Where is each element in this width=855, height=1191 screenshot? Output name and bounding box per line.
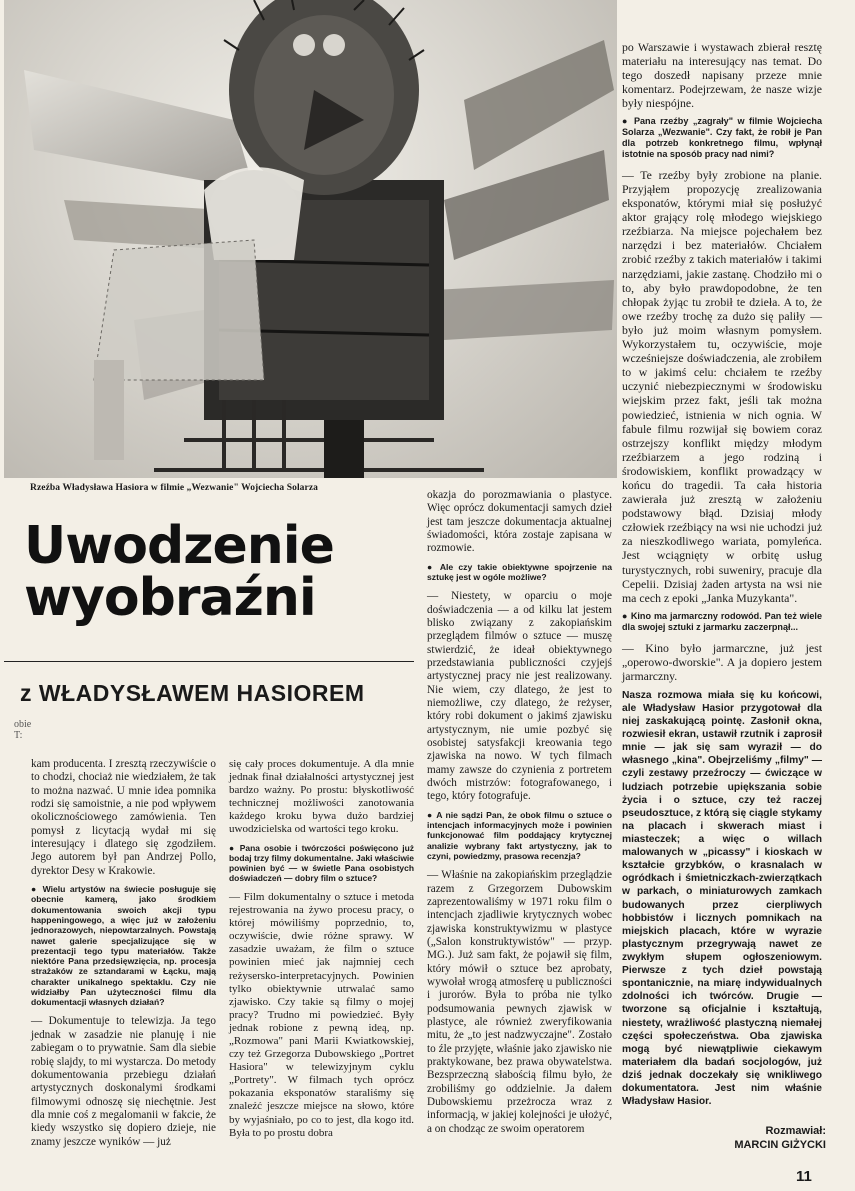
paragraph: kam producenta. I zresztą rzeczywiście o to chodzi, chociaż nie wiedziałem, że tak to można nazwać. U mnie idea pomnika rodzi się samoistnie, a nie pod wpływem okolicznościowego zamówienia. Ten pomysł z licytacją wydał mi się interesujący i dlatego się zgodziłem. Jego autorem był pan Andrzej Pollo, dyrektor Desy w Krakowie. (31, 758, 216, 877)
byline (636, 1124, 826, 1152)
byline-label: Rozmawiał: (765, 1125, 826, 1137)
article-subtitle: z WŁADYSŁAWEM HASIOREM (20, 680, 365, 706)
title-rule (4, 661, 414, 662)
sculpture-photo (4, 0, 617, 478)
paragraph: po Warszawie i wystawach zbierał resztę materiału na interesujący nas temat. Do tego doszedł napisany przeze mnie komentarz. Podejrzewam, że nasze wizje były niespójne. (622, 40, 822, 111)
interview-question: ● Kino ma jarmarczny rodowód. Pan też wiele dla swojej sztuki z jarmarku zaczerpnął... (622, 611, 822, 633)
library-stamp: obie T: (14, 719, 32, 741)
interview-question: ● Ale czy takie obiektywne spojrzenie na sztukę jest w ogóle możliwe? (427, 562, 612, 583)
interview-question: ● Wielu artystów na świecie posługuje się obecnie kamerą, jako środkiem dokumentowania swoich akcji typu happeningowego, a więc już w założeniu jednorazowych, niepowtarzalnych. Powstają nawet galerie specjalizujące się w prezentacji tego typu materiałów. Także niektóre Pana przedsięwzięcia, np. procesja strażaków ze sztandarami w Łącku, mają charakter unikalnego spektaklu. Czy nie widziałby Pan użyteczności filmu dla dokumentacji własnych działań? (31, 884, 216, 1007)
paragraph: się cały proces dokumentuje. A dla mnie jednak finał działalności artystycznej jest bardzo ważny. Po prostu: błyskotliwość technicznej możliwości zanotowania każdego kroku bywa dużo bardziej uwodzicielska od wartości tego kroku. (229, 758, 414, 836)
sculpture-illustration (4, 0, 617, 478)
page-number: 11 (796, 1168, 812, 1185)
paragraph: — Te rzeźby były zrobione na planie. Przyjąłem propozycję zrealizowania eksponatów, którymi miał się posłużyć aktor grający rolę młodego wiejskiego rzeźbiarza. Na miejsce pojechałem bez narzędzi i bez materiałów. Chciałem zrobić rzeźby z takich materiałów i takimi narzędziami, jakie zastanę. Chodziło mi o to, aby było prawdopodobne, że ten chłopak żyjąc tu zrobił te dzieła. A to, że owe rzeźby trochę za dużo się paliły — było już moim własnym pomysłem. Wykorzystałem tu, oczywiście, moje wcześniejsze doświadczenia, ale zrobiłem to w jakimś celu: chciałem te rzeźby uczynić niebezpiecznymi w środowisku wiejskim przez fakt, jeśli tak można powiedzieć, istnienia w nich ognia. W fabule filmu rozwijał się bowiem coraz ostrzejszy konflikt między młodym rzeźbiarzem a jego rodziną i środowiskiem, konflikt prowadzący w końcu do tragedii. Ta cała historia zawierała już zresztą w założeniu podstawowy błąd. Dzisiaj młody człowiek rzeźbiący na wsi nie uchodzi już za nieszkodliwego wariata, pomyleńca. Jest wciągnięty w orbitę usług turystycznych, robi suweniry, pracuje dla Cepelii. Dzisiaj żaden artysta na wsi nie ma cech z epoki „Janka Muzykanta". (622, 167, 822, 605)
column-2 (229, 758, 414, 1146)
paragraph: — Kino było jarmarczne, już jest „operowo-dworskie". A ja dopiero jestem jarmarczny. (622, 640, 822, 683)
paragraph: — Dokumentuje to telewizja. Ja tego jednak w zasadzie nie planuję i nie zabiegam o to prywatnie. Sam dla siebie robię slajdy, to mi wystarcza. Do metody dokumentowania przebiegu działań artystycznych doskonalymi środkami filmowymi odnoszę się niechętnie. Jest dla mnie coś z megalomanii w fakcie, że kiedy wszystko się dopiero dzieje, nie znamy jeszcze wyników — już (31, 1015, 216, 1148)
column-4 (622, 40, 822, 1114)
interview-question: ● Pana rzeźby „zagrały" w filmie Wojciecha Solarza „Wezwanie". Czy fakt, że robił je Pan dla potrzeb konkretnego filmu, wpłynął istotnie na sposób pracy nad nimi? (622, 116, 822, 159)
paragraph: — Film dokumentalny o sztuce i metoda rejestrowania na żywo procesu pracy, o której mówiliśmy poprzednio, to, oczywiście, dwie różne sprawy. W zasadzie uważam, że film o sztuce powinien mieć jak najmniej cech reżysersko-interpretacyjnych. Powinien tylko obiektywnie utrwalać samo zjawisko. Czy takie są filmy o mojej pracy? Trudno mi powiedzieć. Były jednak robione z pewną ideą, np. „Rozmowa" pani Marii Kwiatkowskiej, czy też Grzegorza Dubowskiego „Portret Hasiora" w telewizyjnym cyklu „Portrety". W filmach tych oprócz pokazania eksponatów staraliśmy się znaleźć jeszcze miejsce na słowo, które by wyjaśniało, po co to jest, dla kogo itd. Była to po prostu dobra (229, 890, 414, 1139)
paragraph: okazja do porozmawiania o plastyce. Więc oprócz dokumentacji samych dzieł jest tam jeszcze dokumentacja aktualnej świadomości, która zostaje zapisana w rozmowie. (427, 489, 612, 555)
closing-paragraph: Nasza rozmowa miała się ku końcowi, ale Władysław Hasior przygotował dla niej zaskakującą pointę. Zasłonił okna, rozwiesił ekran, ustawił rzutnik i zaprosił mnie — jak się sam wyraził — do własnego „kina". Obejrzeliśmy „filmy" — czyli zestawy przeźroczy — ćwiczące w ludziach potrzebie upiększania sobie życia i o sztuce, czy też raczej pseudosztuce, z którą się ciągle stykamy na placach i skwerach miast i miasteczek; a więc o willach malowanych w „picassy" i kioskach w kształcie grzybków, o krasnalach w ogródkach i śmietniczkach-zwierzątkach w parkach, o miniaturowych zamkach budowanych przez cierpliwych hobbistów i licznych pomnikach na miejskich placach, które w wyrazie plastycznym przegrywają nawet ze zwykłym słupem ogłoszeniowym. Pierwsze z tych dzieł powstają spontanicznie, na miarę indywidualnych zdolności ich twórców. Drugie — tworzone są oficjalnie i kształtują, niestety, wrażliwość plastyczną niemałej części społeczeństwa. Oba zjawiska mogą być niewątpliwie ciekawym materiałem dla badań socjologów, już dziś jednak doczekały się wnikliwego dokumentatora. Jest nim właśnie Władysław Hasior. (622, 689, 822, 1108)
article-title: Uwodzenie wyobraźni (24, 516, 334, 628)
paragraph: — Niestety, w oparciu o moje doświadczenia — a od kilku lat jestem blisko związany z zakopiańskim przeglądem filmów o sztuce — muszę stwierdzić, że ideał obiektywnego przedstawiania publiczności czyjejś artystycznej pracy nie jest realizowany. Nie wiem, czy dlatego, że jest to niemożliwe, czy dlatego, że reżyser, który robi dokument o jakimś zjawisku artystycznym, nie umie pozbyć się osobistej satysfakcji kreowania tego zjawiska na nowo. W tych filmach mamy zawsze do czynienia z portretem dwóch mistrzów: fotografowanego, i tego, który fotografuje. (427, 590, 612, 803)
byline-name: MARCIN GIŻYCKI (734, 1139, 826, 1151)
interview-question: ● Pana osobie i twórczości poświęcono już bodaj trzy filmy dokumentalne. Jaki właściwie powinien być — w świetle Pana osobistych doświadczeń — dobry film o sztuce? (229, 843, 414, 883)
paragraph: — Właśnie na zakopiańskim przeglądzie razem z Grzegorzem Dubowskim zaprezentowaliśmy w 1971 roku film o intencjach zjadliwie krytycznych wobec zjawiska konstruktywizmu w plastyce („Salon konstruktywistów" — przyp. MG.). Już sam fakt, że pojawił się film, który mówił o sztuce bez aprobaty, wywołał wrogą atmosferę u publiczności i jurorów. Była to próba nie tylko podsumowania pewnych zjawisk w plastyce, ale również zweryfikowania mitu, że „to jest nadzwyczajne". Zostało to źle przyjęte, właśnie jako zjawisko nie praktykowane, bez prawa obywatelstwa. Bezsprzeczną słabością filmu było, że zrobiliśmy go oddzielnie. Ja dałem Dubowskiemu przeżrocza wraz z informacją, w jakiej kolejności je ułożyć, a on chodząc ze swoim operatorem (427, 869, 612, 1135)
column-1 (31, 758, 216, 1155)
interview-question: ● A nie sądzi Pan, że obok filmu o sztuce o intencjach informacyjnych może i powinien funkcjonować film poddający krytycznej analizie wybrany fakt artystyczny, jak to czyni, powiedzmy, prasowa recenzja? (427, 810, 612, 861)
column-3 (427, 489, 612, 1142)
photo-caption: Rzeźba Władysława Hasiora w filmie „Wezwanie" Wojciecha Solarza (30, 483, 319, 493)
